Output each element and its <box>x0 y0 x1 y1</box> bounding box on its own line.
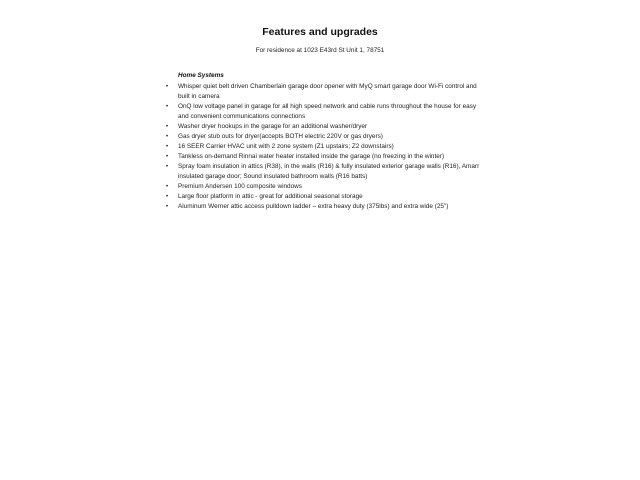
list-item <box>160 182 480 192</box>
bullet-icon: • <box>166 144 169 150</box>
list-item-text: OnQ low voltage panel in garage for all high speed network and cable runs throughout the house for easy and convenient communications connections <box>178 103 477 120</box>
list-item <box>160 202 480 212</box>
list-item-text: Tankless on-demand Rinnai water heater installed inside the garage (no freezing in the winter) <box>178 153 445 160</box>
list-item <box>160 102 480 122</box>
list-item-text: Premium Andersen 100 composite windows <box>178 183 302 190</box>
list-item <box>160 142 480 152</box>
list-item <box>160 132 480 142</box>
list-item <box>160 162 480 182</box>
bullet-icon: • <box>166 84 169 90</box>
list-item <box>160 122 480 132</box>
feature-list <box>160 82 480 212</box>
bullet-icon: • <box>166 154 169 160</box>
list-item <box>160 192 480 202</box>
document-title: Features and upgrades <box>262 26 378 38</box>
bullet-icon: • <box>166 124 169 130</box>
bullet-icon: • <box>166 184 169 190</box>
bullet-icon: • <box>166 104 169 110</box>
document-subtitle: For residence at 1023 E43rd St Unit 1, 78751 <box>255 47 385 54</box>
bullet-icon: • <box>166 204 169 210</box>
list-item-text: Spray foam insulation in attics (R38), in the walls (R16) & fully insulated exterior garage walls (R16), Amarr insulated garage door; Sound insulated bathroom walls (R16 batts) <box>178 163 480 180</box>
list-item-text: Gas dryer stub outs for dryer(accepts BOTH electric 220V or gas dryers) <box>178 133 383 140</box>
bullet-icon: • <box>166 134 169 140</box>
list-item-text: Washer dryer hookups in the garage for an additional washer/dryer <box>178 123 368 130</box>
list-item-text: 16 SEER Carrier HVAC unit with 2 zone system (Z1 upstairs; Z2 downstairs) <box>178 143 394 150</box>
list-item-text: Whisper quiet belt driven Chamberlain garage door opener with MyQ smart garage door Wi-Fi control and built in camera <box>178 83 477 100</box>
list-item <box>160 82 480 102</box>
list-item <box>160 152 480 162</box>
bullet-icon: • <box>166 164 169 170</box>
list-item-text: Large floor platform in attic - great for additional seasonal storage <box>178 193 363 200</box>
section-heading: Home Systems <box>178 72 224 79</box>
bullet-icon: • <box>166 194 169 200</box>
section-home-systems <box>160 72 480 212</box>
list-item-text: Aluminum Werner attic access pulldown ladder – extra heavy duty (375lbs) and extra wide (25") <box>178 203 449 210</box>
